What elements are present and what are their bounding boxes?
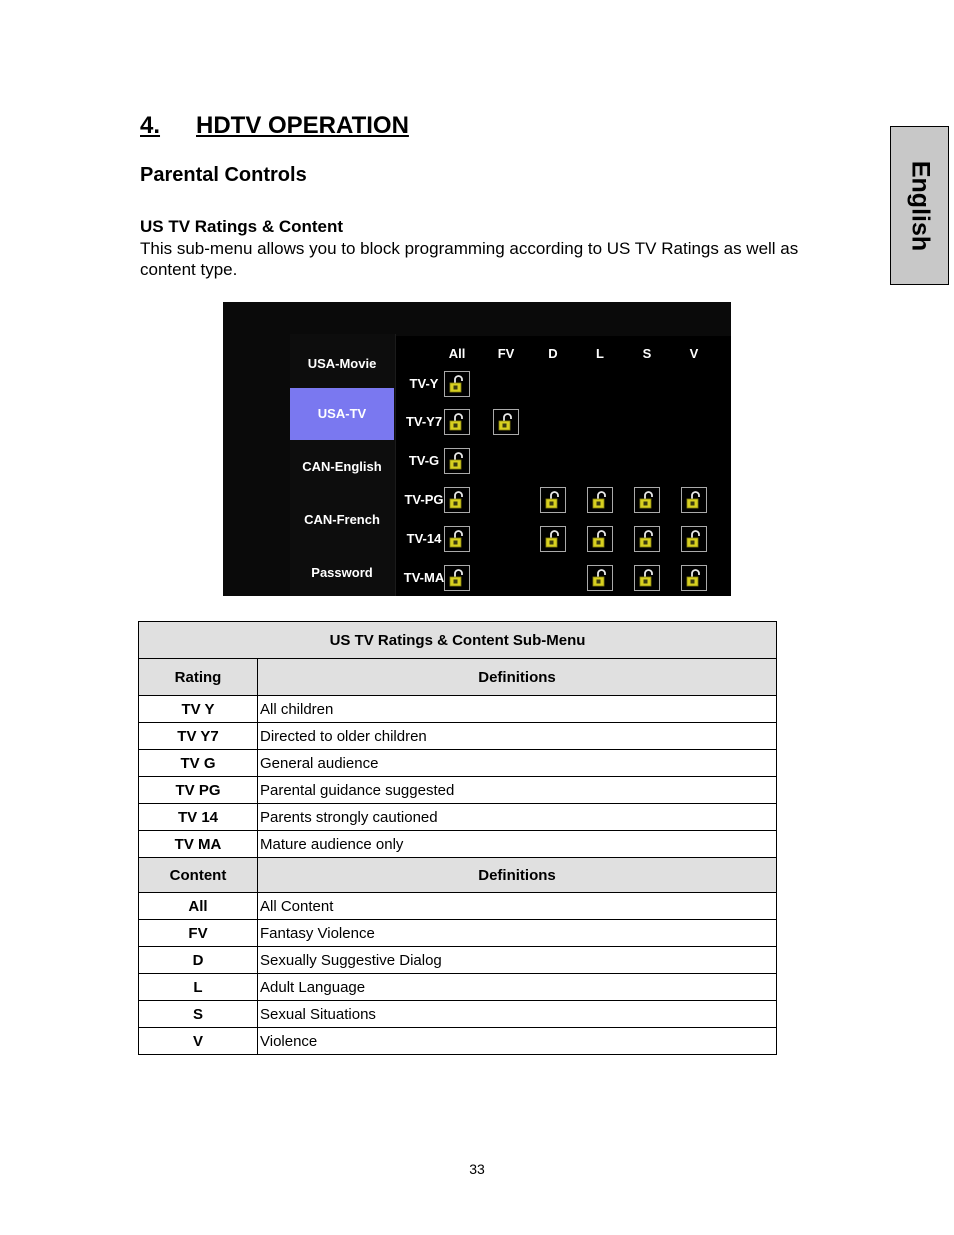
- table-definition-cell: Parental guidance suggested: [258, 777, 777, 804]
- table-definition-cell: Directed to older children: [258, 723, 777, 750]
- table-key-cell: TV Y: [139, 696, 258, 723]
- table-key-cell: D: [139, 947, 258, 974]
- column-header-all: All: [448, 346, 466, 361]
- table-definition-cell: General audience: [258, 750, 777, 777]
- table-title: US TV Ratings & Content Sub-Menu: [139, 622, 777, 659]
- padlock-icon[interactable]: [493, 409, 519, 435]
- table-row: [139, 696, 777, 723]
- intro-paragraph: This sub-menu allows you to block programming according to US TV Ratings as well as content type.: [140, 239, 799, 279]
- padlock-icon[interactable]: [444, 448, 470, 474]
- table-definition-cell: All children: [258, 696, 777, 723]
- table-definition-cell: Fantasy Violence: [258, 920, 777, 947]
- padlock-icon[interactable]: [634, 526, 660, 552]
- row-label-tv-14: TV-14: [406, 531, 442, 546]
- section-title: Parental Controls: [140, 164, 307, 186]
- chapter-number: 4.: [140, 112, 161, 139]
- menu-item-password[interactable]: Password: [311, 565, 373, 580]
- padlock-icon[interactable]: [444, 487, 470, 513]
- language-tab: [890, 126, 949, 285]
- table-key-cell: TV PG: [139, 777, 258, 804]
- table-row: [139, 723, 777, 750]
- table-definition-cell: Adult Language: [258, 974, 777, 1001]
- row-label-tv-pg: TV-PG: [404, 492, 444, 507]
- table-row: [139, 1001, 777, 1028]
- table-definition-cell: Mature audience only: [258, 831, 777, 858]
- table-key-cell: All: [139, 893, 258, 920]
- padlock-icon[interactable]: [681, 487, 707, 513]
- padlock-icon[interactable]: [444, 409, 470, 435]
- column-header-s: S: [642, 346, 652, 361]
- table-key-cell: S: [139, 1001, 258, 1028]
- definitions-header: Definitions: [258, 659, 777, 696]
- tv-menu-screenshot: [223, 302, 731, 596]
- table-row: [139, 1028, 777, 1055]
- padlock-icon[interactable]: [444, 371, 470, 397]
- column-header-d: D: [548, 346, 558, 361]
- column-header-fv: FV: [497, 346, 515, 361]
- table-key-cell: L: [139, 974, 258, 1001]
- menu-item-can-french[interactable]: CAN-French: [304, 512, 380, 527]
- padlock-icon[interactable]: [587, 526, 613, 552]
- padlock-icon[interactable]: [681, 565, 707, 591]
- padlock-icon[interactable]: [444, 565, 470, 591]
- chapter-title: HDTV OPERATION: [196, 112, 409, 139]
- table-row: [139, 920, 777, 947]
- table-definition-cell: All Content: [258, 893, 777, 920]
- table-row: [139, 893, 777, 920]
- padlock-icon[interactable]: [681, 526, 707, 552]
- menu-item-usa-movie[interactable]: USA-Movie: [307, 356, 377, 371]
- row-label-tv-y: TV-Y: [409, 376, 439, 391]
- language-tab-label: English: [906, 160, 934, 251]
- table-row: [139, 750, 777, 777]
- rating-header: Rating: [139, 659, 258, 696]
- tv-menu-divider: [395, 334, 396, 596]
- column-header-v: V: [689, 346, 699, 361]
- chapter-heading: [140, 111, 409, 141]
- padlock-icon[interactable]: [634, 565, 660, 591]
- padlock-icon[interactable]: [444, 526, 470, 552]
- content-definitions-header: Definitions: [258, 858, 777, 893]
- table-key-cell: TV Y7: [139, 723, 258, 750]
- table-key-cell: V: [139, 1028, 258, 1055]
- table-definition-cell: Sexually Suggestive Dialog: [258, 947, 777, 974]
- column-header-l: L: [596, 346, 604, 361]
- padlock-icon[interactable]: [540, 487, 566, 513]
- table-row: [139, 831, 777, 858]
- table-key-cell: TV 14: [139, 804, 258, 831]
- table-key-cell: FV: [139, 920, 258, 947]
- table-row: [139, 974, 777, 1001]
- table-definition-cell: Parents strongly cautioned: [258, 804, 777, 831]
- table-row: [139, 804, 777, 831]
- table-row: [139, 777, 777, 804]
- table-row: [139, 947, 777, 974]
- ratings-table: [138, 621, 777, 1055]
- menu-item-can-english[interactable]: CAN-English: [302, 459, 382, 474]
- page-number: 33: [469, 1161, 485, 1177]
- row-label-tv-y7: TV-Y7: [405, 414, 443, 429]
- row-label-tv-ma: TV-MA: [403, 570, 445, 585]
- row-label-tv-g: TV-G: [408, 453, 440, 468]
- padlock-icon[interactable]: [587, 487, 613, 513]
- table-definition-cell: Sexual Situations: [258, 1001, 777, 1028]
- table-key-cell: TV MA: [139, 831, 258, 858]
- padlock-icon[interactable]: [634, 487, 660, 513]
- table-definition-cell: Violence: [258, 1028, 777, 1055]
- subsection-title: US TV Ratings & Content: [140, 217, 344, 236]
- content-header: Content: [139, 858, 258, 893]
- table-key-cell: TV G: [139, 750, 258, 777]
- padlock-icon[interactable]: [540, 526, 566, 552]
- menu-item-usa-tv[interactable]: USA-TV: [290, 388, 394, 440]
- padlock-icon[interactable]: [587, 565, 613, 591]
